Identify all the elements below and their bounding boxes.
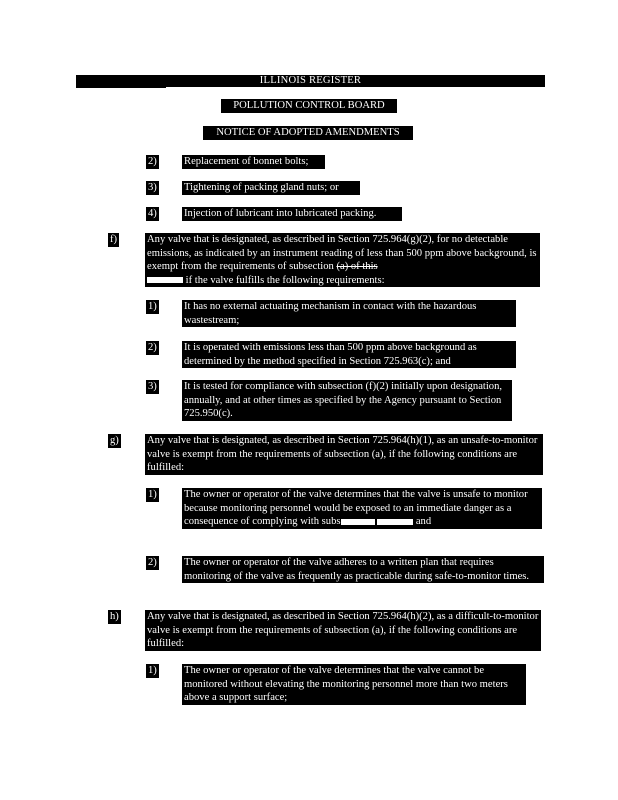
item-text-before: The owner or operator of the valve determines that the valve is unsafe to monitor because monitoring personnel would be exposed to an immediate danger as a consequence of complying with subs bbox=[184, 489, 528, 528]
item-text: The owner or operator of the valve adheres to a written plan that requires monitoring of the valve as frequently as practicable during safe-to-monitor times. bbox=[182, 556, 544, 583]
item-label: 3) bbox=[148, 182, 157, 193]
item-label: 2) bbox=[148, 342, 157, 353]
section-f-struck-text: (a) of this bbox=[336, 261, 378, 273]
item-text: Tightening of packing gland nuts; or bbox=[182, 181, 360, 195]
item-text: It is tested for compliance with subsection (f)(2) initially upon designation, annually, and at other times as specified by the Agency pursuant to Section 725.950(c). bbox=[182, 380, 512, 421]
item-text bbox=[182, 488, 542, 529]
board-title: POLLUTION CONTROL BOARD bbox=[221, 99, 397, 113]
item-label: 2) bbox=[148, 557, 157, 568]
item-text: Injection of lubricant into lubricated packing. bbox=[182, 207, 402, 221]
section-f-text-before: Any valve that is designated, as described in Section 725.964(g)(2), for no detectable emissions, as indicated by an instrument reading of less than 500 ppm above background, is exempt from the requirements of subsection bbox=[147, 234, 537, 273]
redaction-mark bbox=[341, 519, 375, 525]
item-text: Replacement of bonnet bolts; bbox=[182, 155, 325, 169]
section-h-label: h) bbox=[110, 611, 119, 622]
item-label: 4) bbox=[148, 208, 157, 219]
item-label: 3) bbox=[148, 381, 157, 392]
redaction-mark bbox=[147, 277, 183, 283]
section-g-label: g) bbox=[110, 435, 119, 446]
item-text: It is operated with emissions less than 500 ppm above background as determined by the method specified in Section 725.963(c); and bbox=[182, 341, 516, 368]
item-text: The owner or operator of the valve determines that the valve cannot be monitored without elevating the monitoring personnel more than two meters above a support surface; bbox=[182, 664, 526, 705]
section-f-text bbox=[145, 233, 540, 287]
redaction-mark bbox=[377, 519, 413, 525]
item-label: 1) bbox=[148, 665, 157, 676]
section-h-text: Any valve that is designated, as described in Section 725.964(h)(2), as a difficult-to-monitor valve is exempt from the requirements of subsection (a), if the following conditions are fulfilled: bbox=[145, 610, 541, 651]
item-label: 1) bbox=[148, 489, 157, 500]
item-text-after: and bbox=[415, 516, 432, 528]
item-label: 1) bbox=[148, 301, 157, 312]
header-rule bbox=[76, 87, 166, 88]
section-f-label: f) bbox=[110, 234, 118, 245]
register-title: ILLINOIS REGISTER bbox=[76, 75, 545, 87]
item-label: 2) bbox=[148, 156, 157, 167]
section-g-text: Any valve that is designated, as described in Section 725.964(h)(1), as an unsafe-to-monitor valve is exempt from the requirements of subsection (a), if the following conditions are fulfilled: bbox=[145, 434, 543, 475]
section-f-text-after: if the valve fulfills the following requirements: bbox=[183, 274, 385, 286]
item-text: It has no external actuating mechanism in contact with the hazardous wastestream; bbox=[182, 300, 516, 327]
notice-title: NOTICE OF ADOPTED AMENDMENTS bbox=[203, 126, 413, 140]
